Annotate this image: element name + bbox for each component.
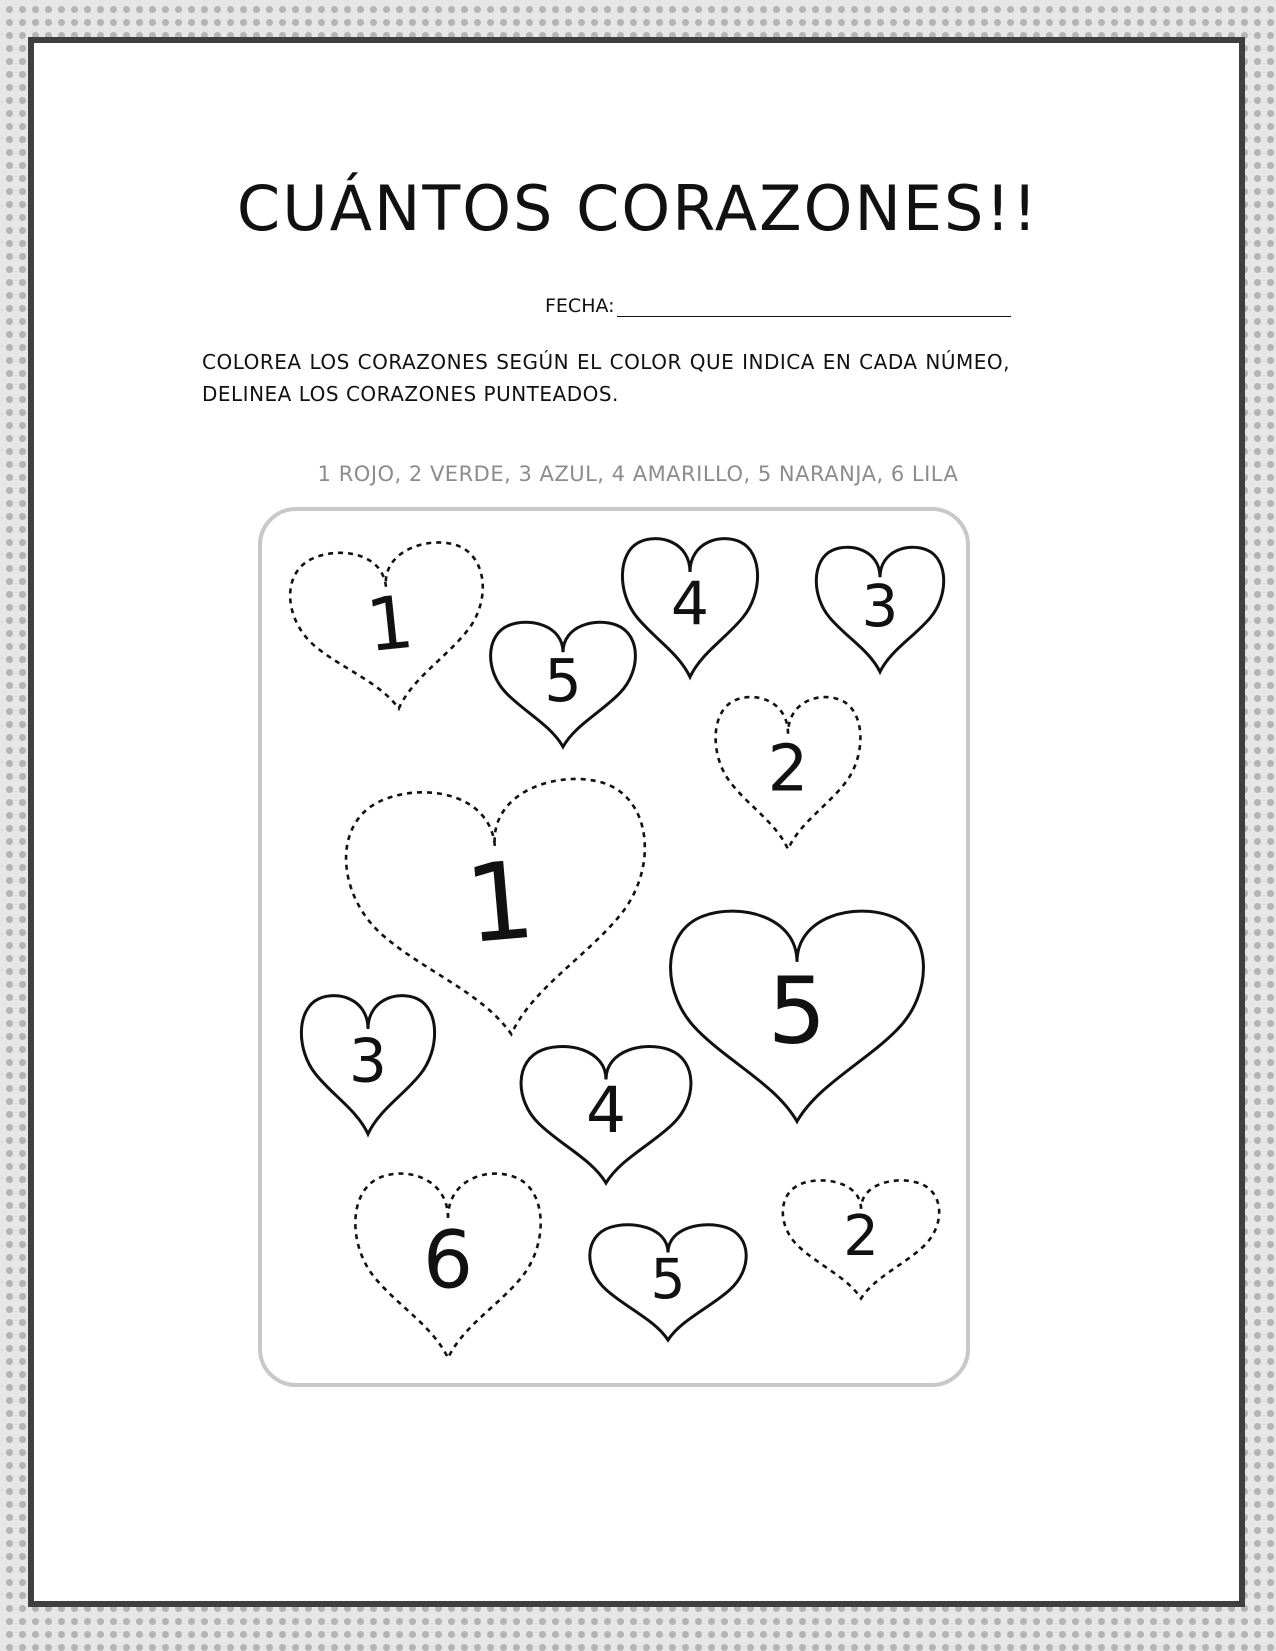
heart-number-label: 2 [843, 1204, 879, 1270]
heart-number-label: 5 [650, 1247, 686, 1312]
heart-number-label: 2 [767, 732, 809, 807]
heart-number-label: 1 [460, 838, 540, 969]
instructions-text: COLOREA LOS CORAZONES SEGÚN EL COLOR QUE INDICA EN CADA NÚMEO, DELINEA LOS CORAZONES PUNTEADOS. [202, 350, 1010, 406]
color-key: 1 ROJO, 2 VERDE, 3 AZUL, 4 AMARILLO, 5 NARANJA, 6 LILA [317, 462, 959, 486]
heart-number-label: 6 [422, 1214, 474, 1307]
heart-number-label: 5 [544, 646, 582, 716]
worksheet-title: CUÁNTOS CORAZONES!! [236, 172, 1040, 245]
heart-number-label: 3 [348, 1026, 388, 1097]
heart-number-label: 5 [767, 957, 827, 1065]
date-field[interactable] [545, 287, 1011, 317]
heart-number-label: 4 [585, 1074, 627, 1148]
date-blank-line[interactable] [617, 296, 1011, 317]
heart-number-label: 3 [861, 572, 899, 641]
heart-number-label: 1 [362, 579, 418, 670]
date-label: FECHA: [545, 295, 615, 317]
heart-number-label: 4 [670, 569, 710, 640]
